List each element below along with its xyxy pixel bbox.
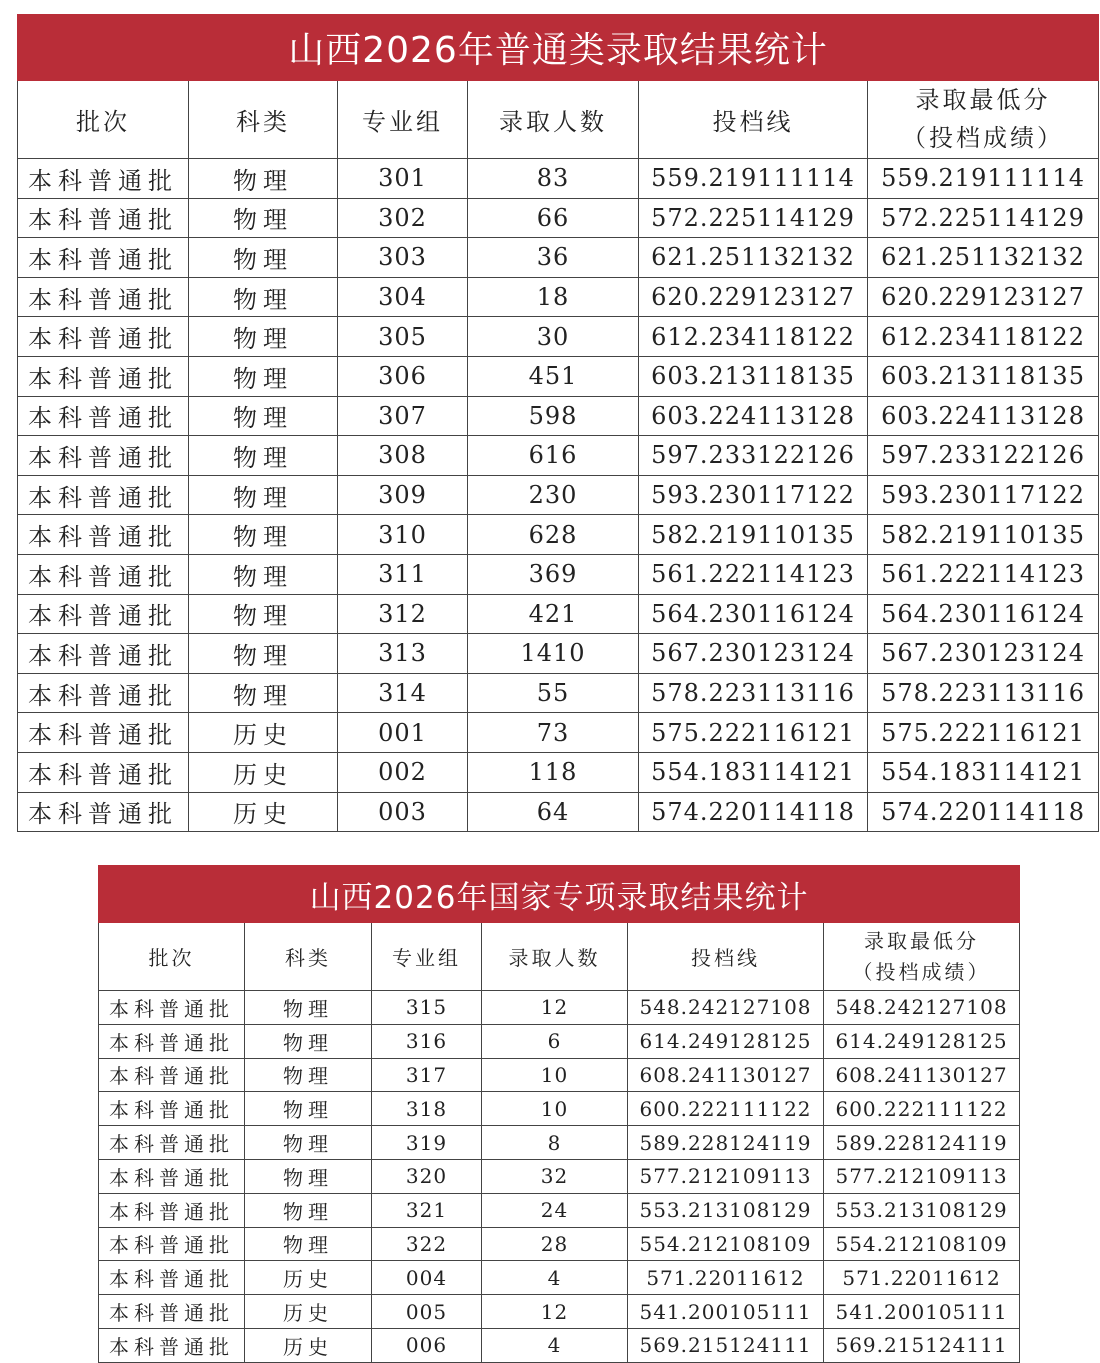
cell-cutoff: 582.219110135 [639, 515, 868, 555]
cell-min-score: 567.230123124 [868, 634, 1099, 674]
table-row [99, 991, 1020, 1025]
cell-batch: 本科普通批 [18, 159, 189, 199]
cell-min-score: 589.228124119 [824, 1126, 1020, 1160]
table-row [18, 277, 1099, 317]
cell-category: 物理 [245, 1126, 372, 1160]
cell-admitted: 10 [482, 1058, 628, 1092]
cell-category: 物理 [189, 436, 338, 476]
cell-min-score: 553.213108129 [824, 1193, 1020, 1227]
table-row [18, 436, 1099, 476]
cell-admitted: 118 [468, 752, 639, 792]
table-title [99, 866, 1020, 923]
cell-cutoff: 578.223113116 [639, 673, 868, 713]
cell-category: 物理 [189, 673, 338, 713]
cell-min-score: 569.215124111 [824, 1328, 1020, 1362]
header-admitted: 录取人数 [482, 923, 628, 991]
table-row [18, 554, 1099, 594]
cell-cutoff: 621.251132132 [639, 238, 868, 278]
cell-batch: 本科普通批 [18, 317, 189, 357]
cell-admitted: 4 [482, 1261, 628, 1295]
cell-cutoff: 564.230116124 [639, 594, 868, 634]
cell-batch: 本科普通批 [99, 1193, 245, 1227]
table-row [18, 475, 1099, 515]
cell-min-score: 571.22011612 [824, 1261, 1020, 1295]
cell-category: 物理 [189, 594, 338, 634]
table-row [18, 752, 1099, 792]
cell-category: 物理 [189, 238, 338, 278]
cell-admitted: 64 [468, 792, 639, 832]
cell-admitted: 18 [468, 277, 639, 317]
cell-admitted: 4 [482, 1328, 628, 1362]
cell-group: 317 [372, 1058, 482, 1092]
table-row [99, 1227, 1020, 1261]
cell-category: 物理 [189, 475, 338, 515]
cell-batch: 本科普通批 [18, 238, 189, 278]
table-row [18, 634, 1099, 674]
cell-min-score: 554.212108109 [824, 1227, 1020, 1261]
cell-group: 305 [338, 317, 468, 357]
cell-category: 物理 [245, 1024, 372, 1058]
header-group: 专业组 [338, 81, 468, 159]
cell-admitted: 1410 [468, 634, 639, 674]
cell-category: 历史 [245, 1261, 372, 1295]
cell-group: 313 [338, 634, 468, 674]
cell-category: 物理 [189, 356, 338, 396]
cell-cutoff: 608.241130127 [628, 1058, 824, 1092]
cell-min-score: 559.219111114 [868, 159, 1099, 199]
cell-group: 002 [338, 752, 468, 792]
table-row [99, 1092, 1020, 1126]
cell-group: 309 [338, 475, 468, 515]
cell-category: 物理 [189, 198, 338, 238]
cell-category: 物理 [189, 277, 338, 317]
cell-min-score: 575.222116121 [868, 713, 1099, 753]
cell-batch: 本科普通批 [99, 1227, 245, 1261]
cell-admitted: 8 [482, 1126, 628, 1160]
cell-batch: 本科普通批 [18, 594, 189, 634]
cell-batch: 本科普通批 [18, 396, 189, 436]
cell-min-score: 564.230116124 [868, 594, 1099, 634]
cell-min-score: 582.219110135 [868, 515, 1099, 555]
cell-min-score: 578.223113116 [868, 673, 1099, 713]
cell-batch: 本科普通批 [18, 436, 189, 476]
cell-cutoff: 600.222111122 [628, 1092, 824, 1126]
cell-min-score: 608.241130127 [824, 1058, 1020, 1092]
cell-category: 物理 [189, 515, 338, 555]
cell-cutoff: 620.229123127 [639, 277, 868, 317]
cell-group: 307 [338, 396, 468, 436]
table-row [99, 1126, 1020, 1160]
header-admitted: 录取人数 [468, 81, 639, 159]
header-category: 科类 [189, 81, 338, 159]
cell-cutoff: 577.212109113 [628, 1159, 824, 1193]
cell-batch: 本科普通批 [99, 1024, 245, 1058]
cell-admitted: 12 [482, 991, 628, 1025]
cell-min-score: 593.230117122 [868, 475, 1099, 515]
cell-batch: 本科普通批 [18, 792, 189, 832]
table-row [99, 1058, 1020, 1092]
cell-cutoff: 574.220114118 [639, 792, 868, 832]
cell-admitted: 83 [468, 159, 639, 199]
cell-min-score: 574.220114118 [868, 792, 1099, 832]
cell-category: 物理 [245, 1227, 372, 1261]
cell-cutoff: 614.249128125 [628, 1024, 824, 1058]
cell-category: 物理 [245, 1159, 372, 1193]
table-row [99, 1328, 1020, 1362]
header-cutoff: 投档线 [628, 923, 824, 991]
cell-cutoff: 559.219111114 [639, 159, 868, 199]
cell-group: 316 [372, 1024, 482, 1058]
cell-batch: 本科普通批 [99, 1261, 245, 1295]
cell-cutoff: 569.215124111 [628, 1328, 824, 1362]
cell-category: 物理 [245, 991, 372, 1025]
table-body [99, 991, 1020, 1363]
table-row [99, 1193, 1020, 1227]
cell-group: 306 [338, 356, 468, 396]
header-batch: 批次 [18, 81, 189, 159]
cell-batch: 本科普通批 [18, 198, 189, 238]
cell-admitted: 36 [468, 238, 639, 278]
cell-group: 301 [338, 159, 468, 199]
cell-min-score: 572.225114129 [868, 198, 1099, 238]
header-min-score [824, 923, 1020, 991]
cell-cutoff: 575.222116121 [639, 713, 868, 753]
cell-group: 318 [372, 1092, 482, 1126]
header-min-score-line1: 录取最低分 [864, 928, 980, 953]
cell-category: 物理 [189, 317, 338, 357]
cell-group: 312 [338, 594, 468, 634]
cell-group: 303 [338, 238, 468, 278]
cell-min-score: 614.249128125 [824, 1024, 1020, 1058]
cell-admitted: 6 [482, 1024, 628, 1058]
cell-cutoff: 572.225114129 [639, 198, 868, 238]
cell-admitted: 55 [468, 673, 639, 713]
national-special-admission-table [98, 865, 1020, 1363]
cell-admitted: 24 [482, 1193, 628, 1227]
cell-cutoff: 567.230123124 [639, 634, 868, 674]
cell-batch: 本科普通批 [99, 1126, 245, 1160]
cell-min-score: 541.200105111 [824, 1295, 1020, 1329]
cell-group: 001 [338, 713, 468, 753]
table-row [18, 396, 1099, 436]
cell-batch: 本科普通批 [99, 1295, 245, 1329]
cell-group: 314 [338, 673, 468, 713]
cell-category: 历史 [189, 713, 338, 753]
table-row [18, 673, 1099, 713]
table-title-text: 山西2026年国家专项录取结果统计 [309, 879, 809, 916]
cell-category: 历史 [189, 792, 338, 832]
cell-cutoff: 553.213108129 [628, 1193, 824, 1227]
cell-cutoff: 589.228124119 [628, 1126, 824, 1160]
cell-admitted: 230 [468, 475, 639, 515]
table-title-text: 山西2026年普通类录取结果统计 [288, 30, 828, 71]
cell-batch: 本科普通批 [18, 713, 189, 753]
cell-cutoff: 554.183114121 [639, 752, 868, 792]
cell-batch: 本科普通批 [99, 1092, 245, 1126]
cell-min-score: 548.242127108 [824, 991, 1020, 1025]
cell-admitted: 421 [468, 594, 639, 634]
cell-category: 物理 [189, 634, 338, 674]
table-row [18, 198, 1099, 238]
cell-category: 历史 [245, 1328, 372, 1362]
cell-admitted: 30 [468, 317, 639, 357]
cell-category: 物理 [245, 1193, 372, 1227]
cell-group: 004 [372, 1261, 482, 1295]
cell-group: 006 [372, 1328, 482, 1362]
table-title [18, 15, 1099, 81]
cell-group: 319 [372, 1126, 482, 1160]
cell-cutoff: 561.222114123 [639, 554, 868, 594]
cell-batch: 本科普通批 [18, 634, 189, 674]
cell-cutoff: 548.242127108 [628, 991, 824, 1025]
table-row [18, 356, 1099, 396]
cell-batch: 本科普通批 [99, 991, 245, 1025]
cell-admitted: 73 [468, 713, 639, 753]
header-group: 专业组 [372, 923, 482, 991]
cell-batch: 本科普通批 [99, 1058, 245, 1092]
cell-group: 005 [372, 1295, 482, 1329]
cell-admitted: 10 [482, 1092, 628, 1126]
cell-cutoff: 597.233122126 [639, 436, 868, 476]
cell-category: 物理 [245, 1092, 372, 1126]
cell-group: 003 [338, 792, 468, 832]
cell-group: 322 [372, 1227, 482, 1261]
cell-batch: 本科普通批 [18, 752, 189, 792]
cell-category: 物理 [189, 159, 338, 199]
cell-admitted: 628 [468, 515, 639, 555]
cell-batch: 本科普通批 [99, 1159, 245, 1193]
cell-batch: 本科普通批 [18, 277, 189, 317]
header-batch: 批次 [99, 923, 245, 991]
cell-cutoff: 541.200105111 [628, 1295, 824, 1329]
header-cutoff: 投档线 [639, 81, 868, 159]
table-row [18, 792, 1099, 832]
cell-admitted: 32 [482, 1159, 628, 1193]
cell-admitted: 369 [468, 554, 639, 594]
cell-category: 物理 [189, 554, 338, 594]
cell-cutoff: 593.230117122 [639, 475, 868, 515]
cell-batch: 本科普通批 [18, 673, 189, 713]
cell-admitted: 28 [482, 1227, 628, 1261]
cell-min-score: 577.212109113 [824, 1159, 1020, 1193]
cell-admitted: 598 [468, 396, 639, 436]
table-row [18, 238, 1099, 278]
header-min-score-line2: （投档成绩） [902, 123, 1065, 152]
cell-min-score: 561.222114123 [868, 554, 1099, 594]
cell-batch: 本科普通批 [18, 554, 189, 594]
cell-admitted: 66 [468, 198, 639, 238]
table-row [99, 1159, 1020, 1193]
table-row [18, 317, 1099, 357]
cell-min-score: 621.251132132 [868, 238, 1099, 278]
cell-category: 历史 [245, 1295, 372, 1329]
cell-admitted: 616 [468, 436, 639, 476]
table-row [18, 159, 1099, 199]
table-row [18, 713, 1099, 753]
cell-min-score: 612.234118122 [868, 317, 1099, 357]
cell-admitted: 451 [468, 356, 639, 396]
cell-group: 320 [372, 1159, 482, 1193]
cell-cutoff: 571.22011612 [628, 1261, 824, 1295]
header-min-score [868, 81, 1099, 159]
header-category: 科类 [245, 923, 372, 991]
cell-batch: 本科普通批 [18, 356, 189, 396]
cell-min-score: 597.233122126 [868, 436, 1099, 476]
table-row [99, 1261, 1020, 1295]
general-admission-table [17, 14, 1099, 832]
cell-cutoff: 603.213118135 [639, 356, 868, 396]
cell-cutoff: 603.224113128 [639, 396, 868, 436]
table-row [99, 1024, 1020, 1058]
cell-min-score: 620.229123127 [868, 277, 1099, 317]
table-row [99, 1295, 1020, 1329]
header-min-score-line2: （投档成绩） [852, 959, 991, 984]
cell-group: 315 [372, 991, 482, 1025]
cell-batch: 本科普通批 [18, 515, 189, 555]
cell-min-score: 554.183114121 [868, 752, 1099, 792]
cell-group: 311 [338, 554, 468, 594]
cell-admitted: 12 [482, 1295, 628, 1329]
cell-min-score: 603.213118135 [868, 356, 1099, 396]
cell-group: 310 [338, 515, 468, 555]
table-row [18, 594, 1099, 634]
header-min-score-line1: 录取最低分 [915, 86, 1051, 115]
table-row [18, 515, 1099, 555]
cell-group: 321 [372, 1193, 482, 1227]
cell-group: 304 [338, 277, 468, 317]
cell-group: 308 [338, 436, 468, 476]
table-body [18, 159, 1099, 832]
cell-category: 物理 [245, 1058, 372, 1092]
cell-cutoff: 612.234118122 [639, 317, 868, 357]
cell-cutoff: 554.212108109 [628, 1227, 824, 1261]
cell-min-score: 600.222111122 [824, 1092, 1020, 1126]
cell-category: 历史 [189, 752, 338, 792]
cell-min-score: 603.224113128 [868, 396, 1099, 436]
cell-batch: 本科普通批 [99, 1328, 245, 1362]
cell-category: 物理 [189, 396, 338, 436]
cell-batch: 本科普通批 [18, 475, 189, 515]
cell-group: 302 [338, 198, 468, 238]
